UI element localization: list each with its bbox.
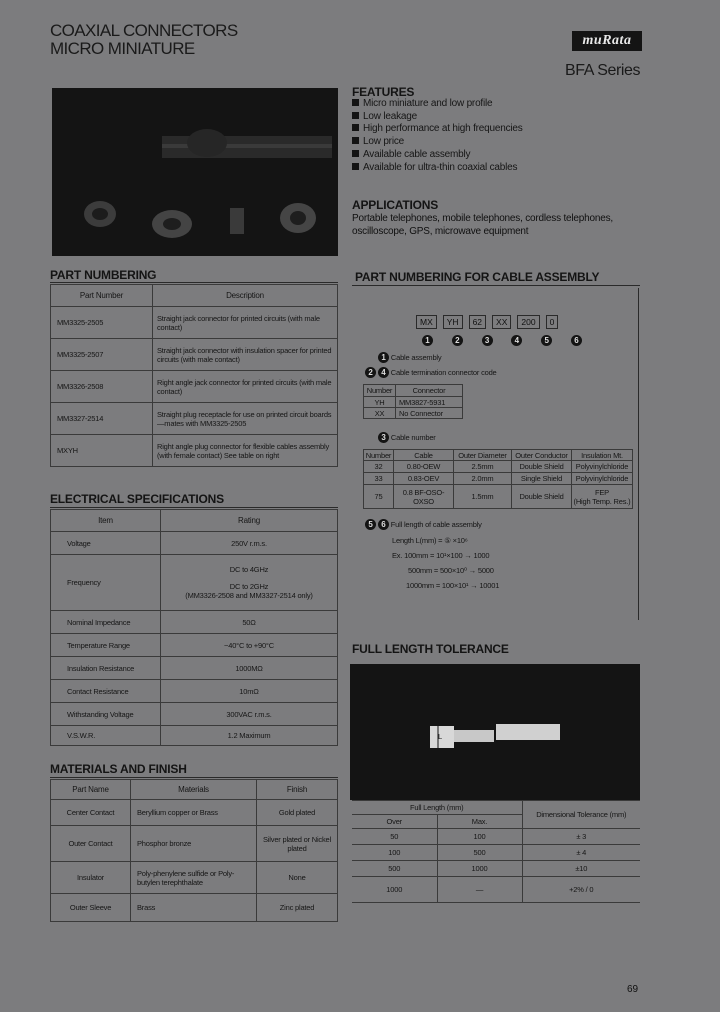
code-box: YH: [443, 315, 463, 329]
table-row: Nominal Impedance 50Ω: [51, 611, 338, 634]
electrical-table: [50, 509, 338, 746]
table-row: Voltage 250V r.m.s.: [51, 532, 338, 555]
code-box: XX: [492, 315, 511, 329]
table-row: 33 0.83-OEV 2.0mm Single Shield Polyvinylchloride: [364, 473, 633, 485]
note-1: 1 Cable assembly: [378, 352, 441, 363]
table-row: Contact Resistance 10mΩ: [51, 680, 338, 703]
example-2: 500mm = 500×10⁰ → 5000: [408, 566, 494, 575]
number-4-icon: 4: [378, 367, 389, 378]
table-row: 75 0.8 BF-OSO-OXSO 1.5mm Double Shield FEP (High Temp. Res.): [364, 485, 633, 509]
number-1-icon: 1: [378, 352, 389, 363]
divider: [50, 777, 338, 778]
table-row: 100 500 ± 4: [352, 845, 640, 861]
bullet-icon: [352, 137, 359, 144]
bullet-icon: [352, 150, 359, 157]
length-formula: Length L(mm) = ⑤ ×10⁶: [392, 536, 468, 545]
table-row: 1000 — +2% / 0: [352, 877, 640, 903]
divider: [352, 285, 640, 286]
example-3: 1000mm = 100×10¹ → 10001: [406, 581, 500, 590]
table-row: Center Contact Beryllium copper or Brass Gold plated: [51, 800, 338, 826]
note-2: 2 4 Cable termination connector code: [365, 367, 497, 378]
tolerance-title: FULL LENGTH TOLERANCE: [352, 642, 509, 656]
applications-text: Portable telephones, mobile telephones, cordless telephones, oscilloscope, GPS, microwave equipment: [352, 213, 613, 237]
divider: [50, 507, 338, 508]
materials-table: [50, 779, 338, 922]
divider: [638, 288, 639, 620]
electrical-title: ELECTRICAL SPECIFICATIONS: [50, 492, 224, 506]
tolerance-table: Full Length (mm) Dimensional Tolerance (mm) Over Max. 50 100 ± 3 100 500 ± 4 500 1000 ±10 1000 — +2% / 0: [352, 800, 640, 903]
code-box: 200: [517, 315, 539, 329]
features-title: FEATURES: [352, 85, 415, 99]
bullet-icon: [352, 112, 359, 119]
feature-item: Micro miniature and low profile: [352, 98, 523, 111]
feature-item: Low price: [352, 136, 523, 149]
feature-item: Low leakage: [352, 111, 523, 124]
title-line-2: MICRO MINIATURE: [50, 39, 195, 58]
table-row: Outer Contact Phosphor bronze Silver plated or Nickel plated: [51, 826, 338, 862]
note-3: 3 Cable number: [378, 432, 436, 443]
header-part-name: Part Name: [51, 780, 131, 800]
feature-item: Available for ultra-thin coaxial cables: [352, 162, 523, 175]
part-numbering-table: [50, 284, 338, 467]
code-box: MX: [416, 315, 437, 329]
number-5-icon: 5: [541, 335, 552, 346]
connector-table: Number Connector YH MM3827-5931 XX No Connector: [363, 384, 463, 419]
length-diagram: [350, 664, 640, 800]
dimension-label: L: [438, 732, 442, 741]
table-row: Outer Sleeve Brass Zinc plated: [51, 894, 338, 922]
product-photo: [52, 88, 338, 256]
feature-item: High performance at high frequencies: [352, 123, 523, 136]
header-description: Description: [153, 285, 338, 307]
header-item: Item: [51, 510, 161, 532]
note-4: 5 6 Full length of cable assembly: [365, 519, 482, 530]
header-rating: Rating: [161, 510, 338, 532]
connector-photo-image: [52, 88, 338, 256]
number-6-icon: 6: [571, 335, 582, 346]
table-row: V.S.W.R. 1.2 Maximum: [51, 726, 338, 746]
table-row: 32 0.80-OEW 2.5mm Double Shield Polyvinylchloride: [364, 461, 633, 473]
number-2-icon: 2: [452, 335, 463, 346]
code-numbers: [422, 335, 582, 346]
table-row: MM3326-2508 Right angle jack connector for printed circuits (with male contact): [51, 371, 338, 403]
table-row: YH MM3827-5931: [364, 397, 463, 408]
series-name: BFA Series: [565, 62, 641, 79]
cable-assembly-title: PART NUMBERING FOR CABLE ASSEMBLY: [355, 270, 600, 284]
number-1-icon: 1: [422, 335, 433, 346]
table-row: Insulator Poly-phenylene sulfide or Poly-butylen terephthalate None: [51, 862, 338, 894]
divider: [50, 282, 338, 283]
header-part-number: Part Number: [51, 285, 153, 307]
feature-item: Available cable assembly: [352, 149, 523, 162]
table-row: Withstanding Voltage 300VAC r.m.s.: [51, 703, 338, 726]
materials-title: MATERIALS AND FINISH: [50, 762, 187, 776]
bullet-icon: [352, 99, 359, 106]
number-5-icon: 5: [365, 519, 376, 530]
bullet-icon: [352, 124, 359, 131]
bullet-icon: [352, 163, 359, 170]
number-6-icon: 6: [378, 519, 389, 530]
code-boxes: [416, 312, 564, 330]
code-box: 0: [546, 315, 559, 329]
table-row: XX No Connector: [364, 408, 463, 419]
table-row: MXYH Right angle plug connector for flexible cables assembly (with female contact) See table on right: [51, 435, 338, 467]
header-materials: Materials: [131, 780, 257, 800]
code-box: 62: [469, 315, 486, 329]
number-3-icon: 3: [378, 432, 389, 443]
number-4-icon: 4: [511, 335, 522, 346]
table-row: 50 100 ± 3: [352, 829, 640, 845]
number-2-icon: 2: [365, 367, 376, 378]
cable-table: Number Cable Outer Diameter Outer Conductor Insulation Mt. 32 0.80-OEW 2.5mm Double Shield Polyvinylchloride 33 0.83-OEV 2.0mm Single Shield Polyvinylchloride 75 0.8 BF-OSO-OXSO 1.5mm Double Shield FEP (High Temp. Res.): [363, 449, 633, 509]
applications-title: APPLICATIONS: [352, 198, 439, 212]
features-list: [352, 98, 523, 174]
page-number: 69: [627, 984, 639, 995]
table-row: MM3327-2514 Straight plug receptacle for use on printed circuit boards—mates with MM3325-2505: [51, 403, 338, 435]
number-3-icon: 3: [482, 335, 493, 346]
table-row: Insulation Resistance 1000MΩ: [51, 657, 338, 680]
title-line-1: COAXIAL CONNECTORS: [50, 21, 238, 40]
table-row: Frequency DC to 4GHz DC to 2GHz (MM3326-2508 and MM3327-2514 only): [51, 555, 338, 611]
table-row: MM3325-2505 Straight jack connector for printed circuits (with male contact): [51, 307, 338, 339]
table-row: Temperature Range −40°C to +90°C: [51, 634, 338, 657]
table-row: MM3325-2507 Straight jack connector with insulation spacer for printed circuits (with male contact): [51, 339, 338, 371]
part-numbering-title: PART NUMBERING: [50, 268, 157, 282]
cable-diagram-image: [350, 664, 640, 800]
example-1: Ex. 100mm = 10¹×100 → 1000: [392, 551, 490, 560]
table-row: 500 1000 ±10: [352, 861, 640, 877]
murata-logo: muRata: [572, 31, 642, 51]
header-finish: Finish: [257, 780, 338, 800]
